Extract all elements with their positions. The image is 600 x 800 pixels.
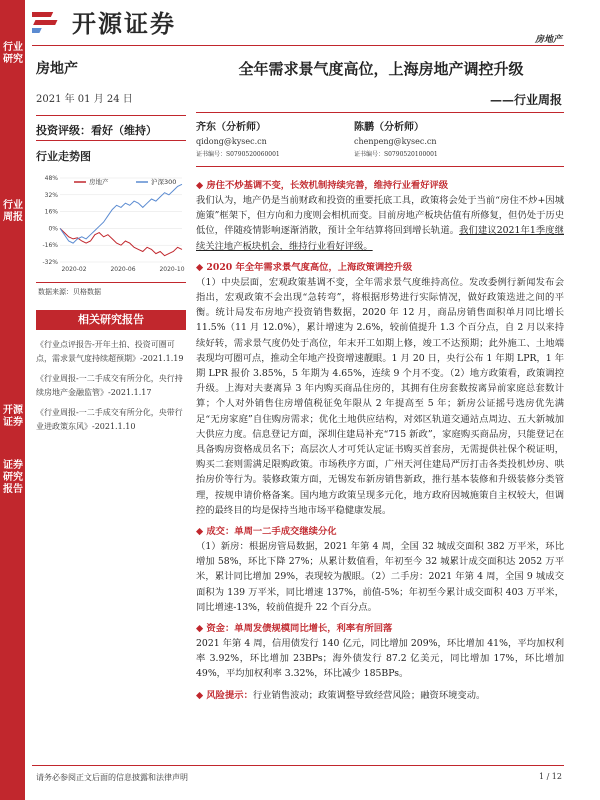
- header-sector: 房地产: [534, 35, 562, 45]
- section-paragraph: [196, 193, 564, 254]
- section-heading: ◆ 房住不炒基调不变，长效机制持续完善，维持行业看好评级: [196, 180, 449, 191]
- x-tick-label: 2020-10: [159, 266, 185, 273]
- recommendation-text: 我们建议2021年1季度继续关注地产板块机会，维持行业看好评级。: [196, 225, 564, 252]
- related-item[interactable]: 《行业点评报告-开年土拍、投资可圈可点，需求景气度持续超预期》-2021.1.19: [36, 340, 184, 363]
- sidebar-label-weekly: 行业周报: [3, 200, 23, 223]
- section-paragraph: 2021 年第 4 周，信用债发行 140 亿元，同比增加 209%，环比增加 41%，平均加权利率 3.92%，环比增加 23BPs；海外债发行 87.2 亿美元，同比增加 17%，环比增加 49%，平均加权利率 3.32%，环比减少 185BPs。: [196, 638, 564, 680]
- x-tick-label: 2020-06: [110, 266, 136, 273]
- investment-rating: 投资评级：看好（维持）: [36, 124, 157, 137]
- section-paragraph: （1）新房：根据房管局数据，2021 年第 4 周，全国 32 城成交面积 382 万平米，环比增加 58%，环比下降 27%；从累计数值看，年初至今 32 城累计成交面积达 2052 万平米，累计同比增加 29%，表现较为靓眼。（2）二手房：2021 年第 4 周，全国 9 城成交面积为 139 万平米，同比增速 137%，前值-5%；年初至今累计成交面积 403 万平米，同比增速-13%，较前值提升 22 个百分点。: [196, 541, 564, 613]
- analyst-card: [196, 118, 366, 158]
- page-number: 1 / 12: [538, 772, 562, 781]
- risk-label: ◆ 风险提示：: [196, 689, 253, 701]
- chart-source: 数据来源：贝格数据: [38, 288, 101, 296]
- related-list: [36, 338, 186, 440]
- section-heading: ◆ 2020 年全年需求景气度高位，上海政策调控升级: [196, 261, 413, 273]
- related-header: 相关研究报告: [36, 310, 186, 330]
- brand-logo: [32, 4, 176, 38]
- sidebar-label-brand: 开源证券: [3, 405, 23, 428]
- sidebar-band: [0, 0, 25, 800]
- y-tick-label: -16%: [42, 242, 58, 250]
- legend-label: 沪深300: [151, 178, 177, 186]
- y-tick-label: -32%: [42, 259, 58, 266]
- paragraph-text: 我们认为，地产仍是当前财政和投资的重要托底工具，政策将会处于当前“房住不炒+因城施策”框架下，但方向和力度则会相机而变。目前房地产板块估值有所修复，但仍处于历史低位，伴随疫情影响逐渐消散，预计全年结算将回到增长轨道。: [196, 195, 564, 237]
- x-tick-label: 2020-02: [61, 266, 87, 273]
- risk-text: 行业销售波动；政策调整导致经营风险；融资环境变动。: [252, 689, 486, 701]
- y-tick-label: 16%: [44, 208, 58, 216]
- logo-mark-icon: [32, 6, 66, 36]
- series-line-1: [60, 184, 182, 243]
- analyst-rule: [196, 166, 564, 167]
- sidebar-label-report: 证券研究报告: [3, 460, 23, 495]
- left-rule-3: [36, 282, 186, 283]
- related-item[interactable]: 《行业周报-一二手成交有所分化，央行持续房地产金融监管》-2021.1.17: [36, 374, 183, 397]
- brand-name: 开源证券: [72, 9, 176, 38]
- left-rule-1: [36, 115, 186, 116]
- header-rule: [32, 45, 564, 46]
- y-tick-label: 32%: [44, 191, 58, 199]
- footer-rule: [32, 765, 564, 766]
- trend-chart-svg: [36, 170, 186, 280]
- sidebar-label-research: 行业研究: [3, 42, 23, 65]
- report-date: 2021 年 01 月 24 日: [36, 94, 133, 105]
- related-item[interactable]: 《行业周报-一二手成交有所分化，央带行业进政策东风》-2021.1.10: [36, 408, 183, 431]
- analyst-license: 证书编号：S0790520060001: [196, 151, 280, 158]
- trend-title: 行业走势图: [36, 150, 91, 163]
- analyst-name: 陈鹏（分析师）: [354, 122, 424, 133]
- sector-label: 房地产: [36, 61, 78, 77]
- section-heading: ◆ 资金：单周发债规模同比增长，利率有所回落: [196, 623, 393, 635]
- analyst-license: 证书编号：S0790520100001: [354, 151, 438, 158]
- analyst-card: [354, 118, 524, 158]
- analyst-name: 齐东（分析师）: [196, 122, 266, 133]
- report-title: 全年需求景气度高位，上海房地产调控升级: [238, 60, 524, 78]
- left-meta: [36, 58, 186, 105]
- report-subtitle: ——行业周报: [489, 93, 562, 107]
- left-rule-2: [36, 140, 186, 141]
- series-line-0: [60, 228, 182, 255]
- risk-line: [196, 688, 564, 703]
- legend-label: 房地产: [89, 178, 109, 186]
- y-tick-label: 48%: [44, 175, 58, 182]
- report-body: [196, 176, 564, 703]
- title-rule: [196, 112, 564, 113]
- trend-chart: [36, 170, 186, 280]
- analyst-email[interactable]: qidong@kysec.cn: [196, 137, 267, 146]
- analyst-email[interactable]: chenpeng@kysec.cn: [354, 137, 437, 146]
- footer-disclaimer: 请务必参阅正文后面的信息披露和法律声明: [36, 773, 188, 782]
- y-tick-label: 0%: [48, 225, 58, 233]
- section-heading: ◆ 成交：单周一二手成交继续分化: [196, 526, 337, 538]
- section-paragraph: （1）中央层面，宏观政策基调不变，全年需求景气度维持高位。发改委例行新闻发布会指出，宏观政策不会出现“急转弯”，将根据形势进行实际情况，做好政策迭进之间的平衡。统计局发布房地产投资销售数据，2020 年 12 月，商品房销售面积单月同比增长 11.5%（11 月 12.0%），累计增速为 2.6%，较前值提升 1.3 个百分点，自 2 月以来持续好转，需求景气度仍处于高位，年末开工如期上修，竣工不达预期；此外施工、土地端表现均可圈可点，推动全年地产投资增速靓眼。1 月 20 日，央行公布 1 年期 LPR，1 年期 LPR 报价 3.85%，5 年期为 4.65%，连续 9 个月不变。（2）地方政策看，政策调控升级。上海对夫妻离异 3 年内购买商品住房的，其拥有住房套数按离异前家庭总套数计算；个人对外销售住房增值税征免年限从 2 年提高至 5 年；新房公证摇号选房优先满足“无房家庭”自住购房需求；优化土地供应结构，对郊区轨道交通站点周边、五大新城加大供应力度。信息登记方面，深圳住建局补充“715 新政”，家庭购买商品房，只能登记在具备购房资格成员名下；高层次人才可凭认定证书购买首套房，无需提供社保个税证明，购买二套则需满足限购政策。市场秩序方面，广州天河住建局严厉打击各类投机炒房、哄抬房价等行为。装修政策方面，无锡发布新房销售新政，推行基本装修和升级装修分类管理，按规申请价格备案。国内地方政策呈现多元化，地方政府因城施策自主权较大，但调控的最终目的均是保持当地市场平稳健康发展。: [196, 276, 564, 516]
